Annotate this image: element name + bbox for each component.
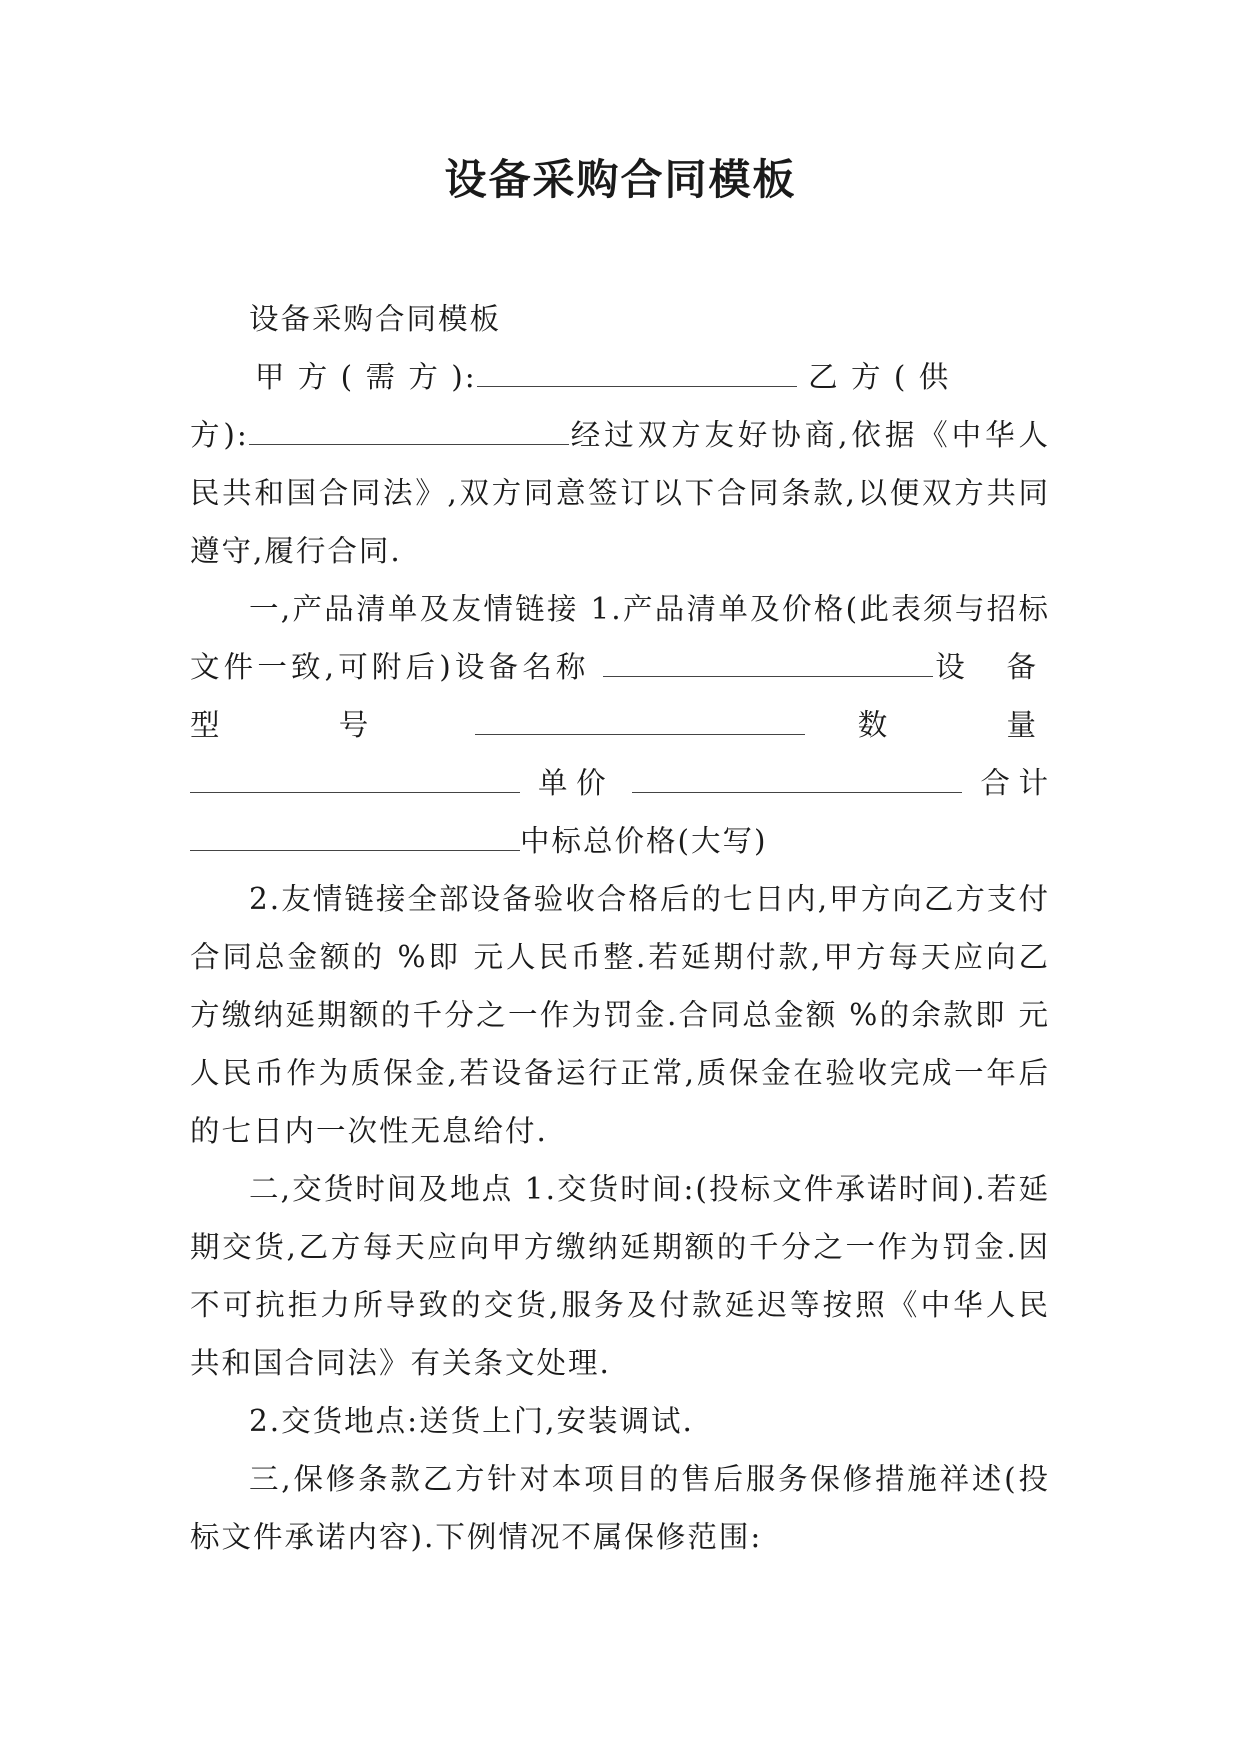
document-body <box>190 290 1050 1566</box>
intro-paragraph <box>190 406 1050 580</box>
label-model: 设 备 型 号 <box>190 650 1050 742</box>
label-grand-total: 中标总价格(大写) <box>520 824 768 858</box>
label-total: 合计 <box>980 766 1050 800</box>
unit-price-blank[interactable] <box>632 762 962 793</box>
parties-paragraph <box>190 348 1050 406</box>
quantity-blank[interactable] <box>190 762 520 793</box>
equipment-model-blank[interactable] <box>475 704 805 735</box>
document-title: 设备采购合同模板 <box>444 155 797 204</box>
warranty-paragraph: 三,保修条款乙方针对本项目的售后服务保修措施祥述(投标文件承诺内容).下例情况不属保修范围: <box>190 1462 1050 1554</box>
label-unit-price: 单价 <box>538 766 615 800</box>
payment-paragraph: 2.友情链接全部设备验收合格后的七日内,甲方向乙方支付合同总金额的 %即 元人民币整.若延期付款,甲方每天应向乙方缴纳延期额的千分之一作为罚金.合同总金额 %的余款即 元人民币作为质保金,若设备运行正常,质保金在验收完成一年后的七日内一次性无息给付. <box>190 882 1050 1148</box>
total-blank[interactable] <box>190 820 520 851</box>
delivery-place-paragraph: 2.交货地点:送货上门,安装调试. <box>249 1404 694 1438</box>
intro-text: 经过双方友好协商,依据《中华人民共和国合同法》,双方同意签订以下合同条款,以便双方共同遵守,履行合同. <box>190 418 1050 568</box>
document-subtitle: 设备采购合同模板 <box>249 302 502 336</box>
section1-lead: 一,产品清单及友情链接 1.产品清单及价格(此表须与招标文件一致,可附后)设备名称 <box>190 592 1050 684</box>
party-a-blank[interactable] <box>477 356 797 387</box>
party-b-label-part1: 乙 方 ( 供 <box>808 360 951 394</box>
party-b-blank[interactable] <box>249 414 569 445</box>
party-b-label-part2: 方): <box>190 418 249 452</box>
label-quantity: 数 量 <box>857 708 1050 742</box>
delivery-time-paragraph: 二,交货时间及地点 1.交货时间:(投标文件承诺时间).若延期交货,乙方每天应向甲方缴纳延期额的千分之一作为罚金.因不可抗拒力所导致的交货,服务及付款延迟等按照《中华人民共和国合同法》有关条文处理. <box>190 1172 1050 1380</box>
equipment-name-blank[interactable] <box>603 646 933 677</box>
party-a-label: 甲 方 ( 需 方 ): <box>254 360 477 394</box>
section1-paragraph <box>190 580 1050 870</box>
